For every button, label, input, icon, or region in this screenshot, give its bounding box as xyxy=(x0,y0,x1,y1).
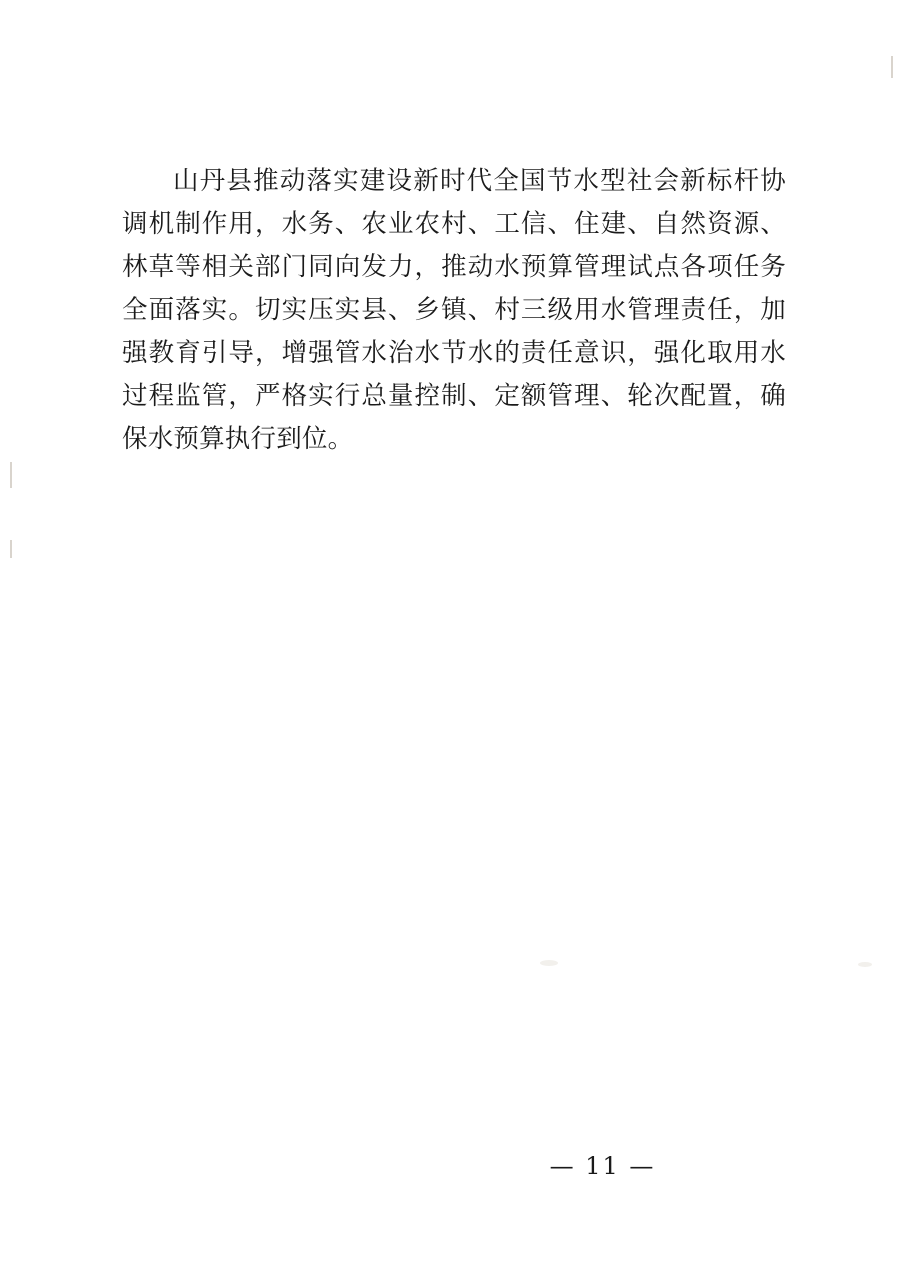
paper-smudge xyxy=(858,962,872,967)
paper-smudge xyxy=(540,960,558,966)
page-edge-mark xyxy=(10,540,12,558)
body-text-block xyxy=(122,160,786,461)
paragraph: 山丹县推动落实建设新时代全国节水型社会新标杆协调机制作用，水务、农业农村、工信、住建、自然资源、林草等相关部门同向发力，推动水预算管理试点各项任务全面落实。切实压实县、乡镇、村三级用水管理责任，加强教育引导，增强管水治水节水的责任意识，强化取用水过程监管，严格实行总量控制、定额管理、轮次配置，确保水预算执行到位。 xyxy=(122,166,786,454)
page-number: — 11 — xyxy=(549,1152,656,1180)
page-edge-mark xyxy=(10,462,12,488)
page-edge-mark xyxy=(891,56,893,78)
